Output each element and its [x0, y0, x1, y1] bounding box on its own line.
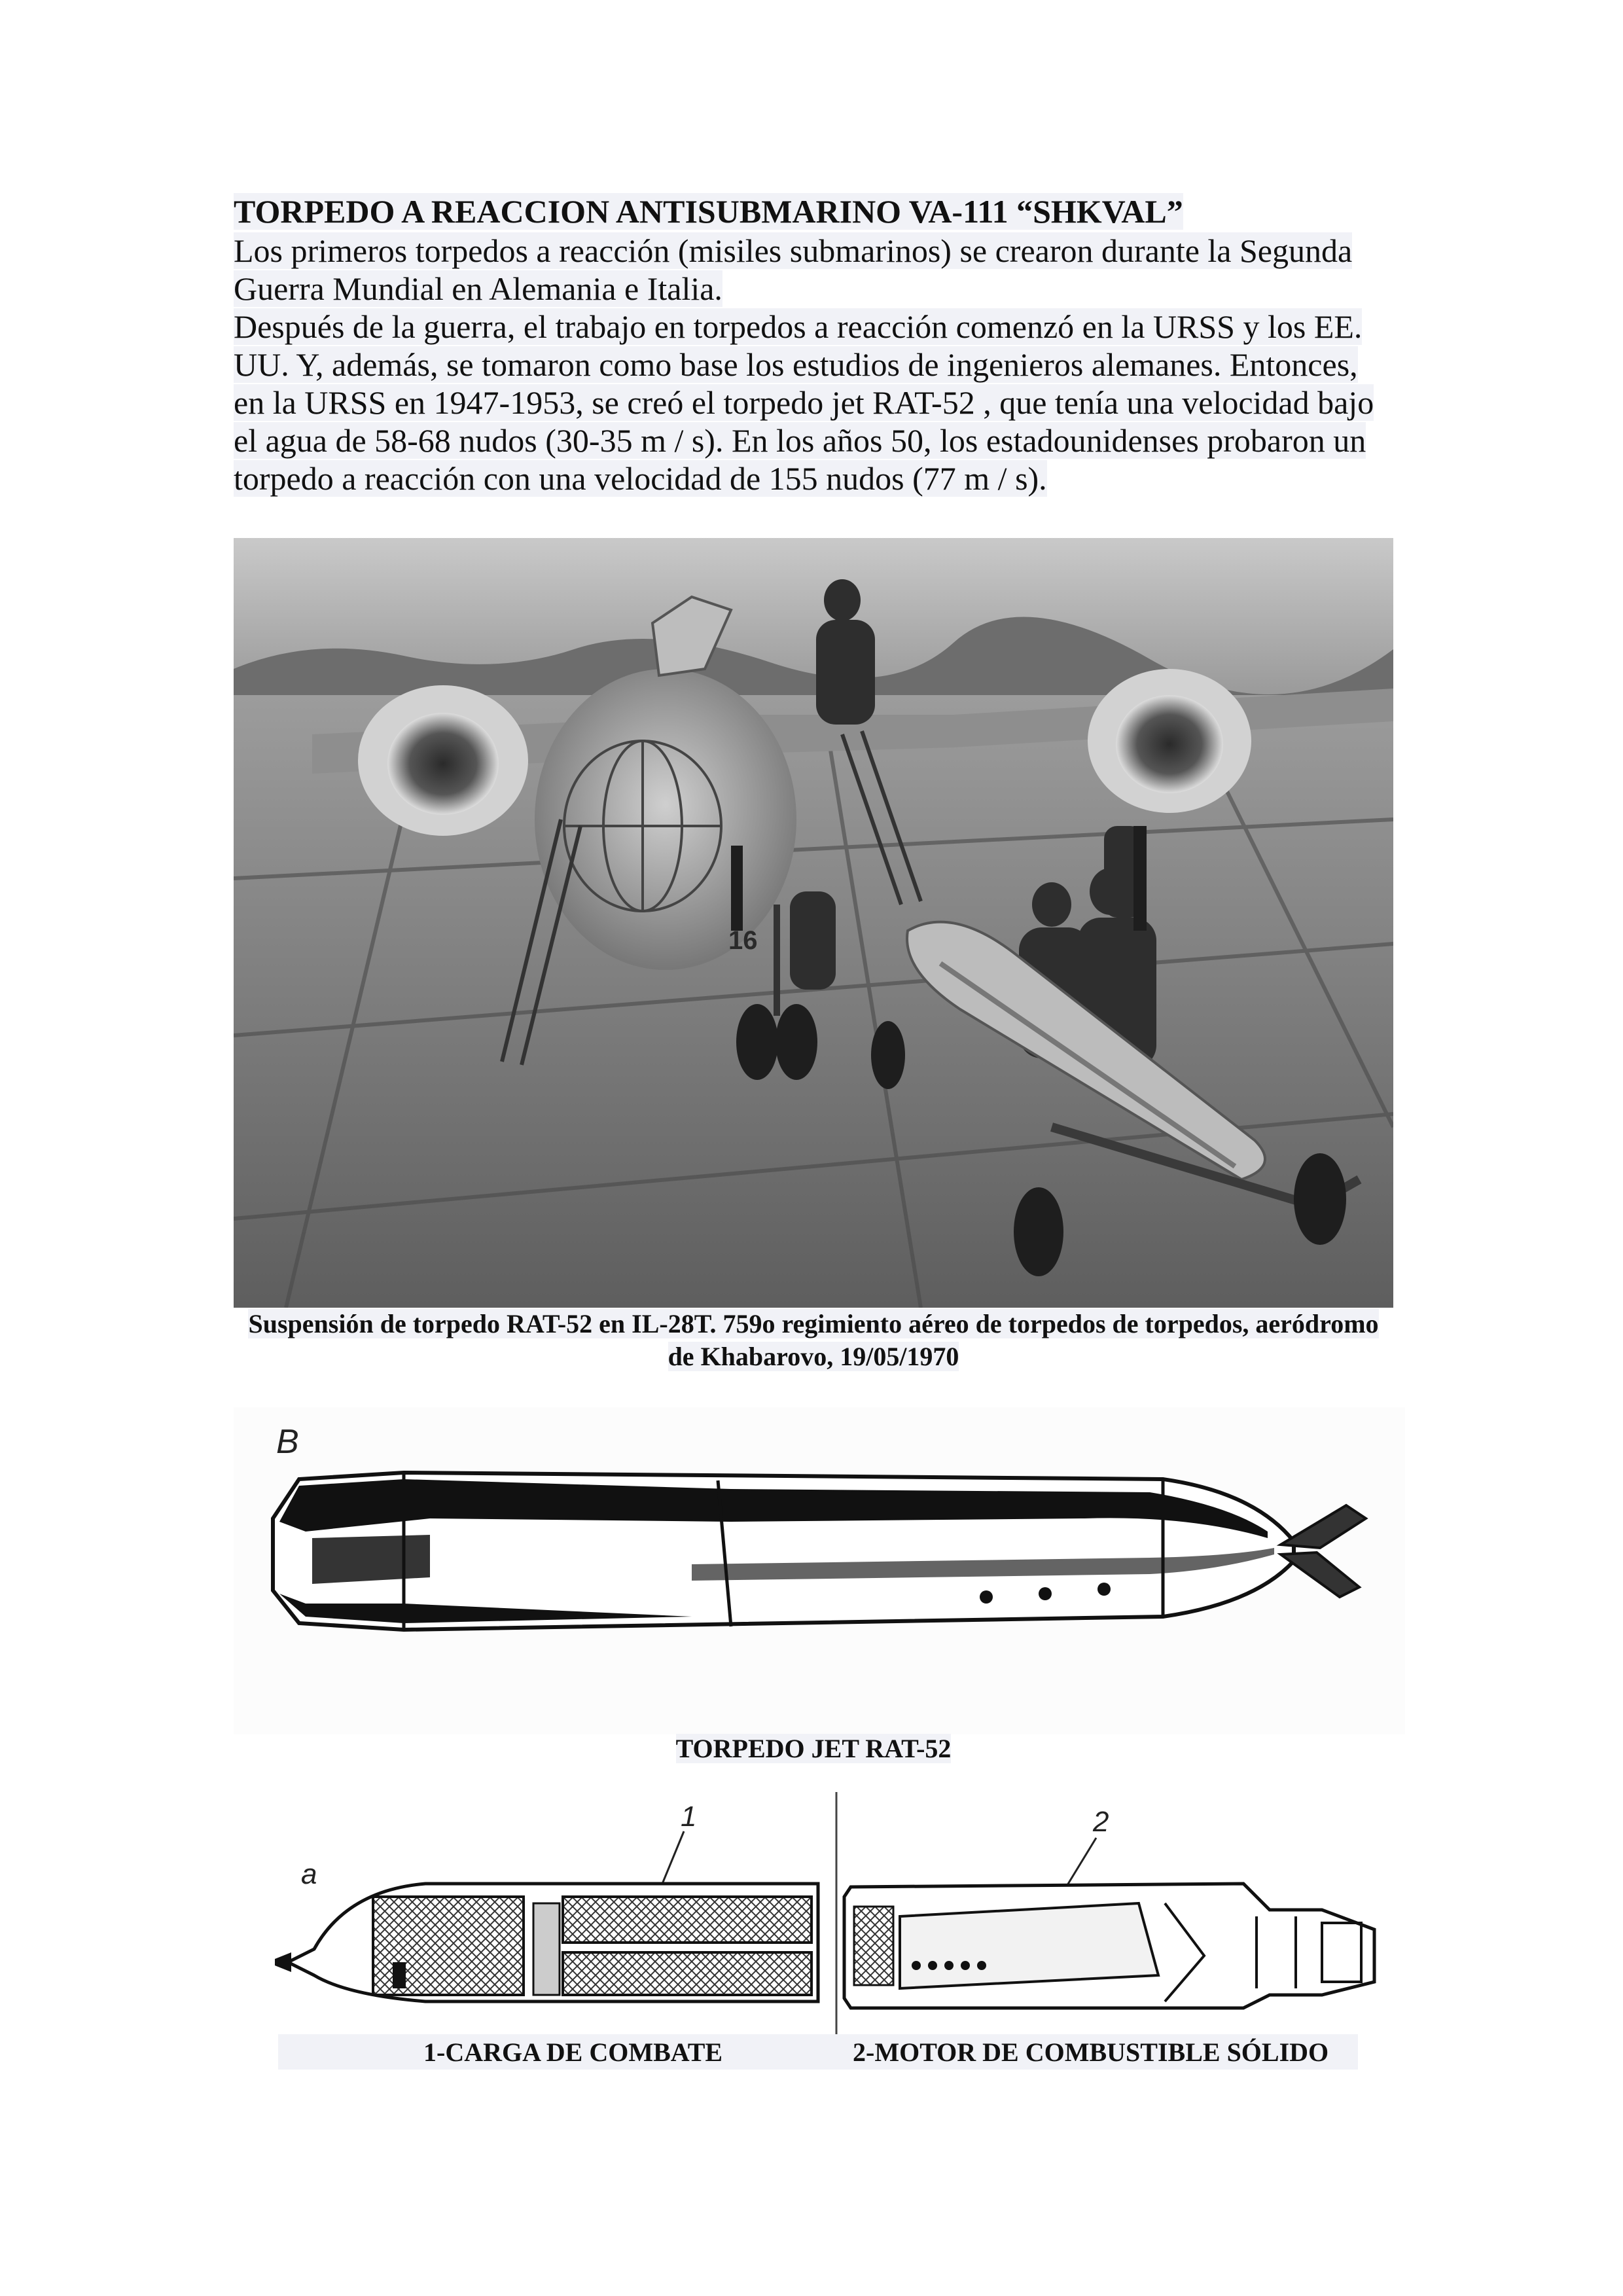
paragraph-2: Después de la guerra, el trabajo en torpedos a reacción comenzó en la URSS y los EE. UU. Y, además, se tomaron como base los estudios de ingenieros alemanes. Entonces, en la URSS en 1947-1953, se creó el torpedo jet RAT-52 , que tenía una velocidad bajo el agua de 58-68 nudos (30-35 m / s). En los años 50, los estadounidenses probaron un torpedo a reacción con una velocidad de 155 nudos (77 m / s). — [234, 308, 1374, 497]
photo-caption — [234, 1308, 1393, 1373]
article-body — [234, 232, 1385, 497]
article-title — [234, 191, 1385, 232]
aircraft-number: 16 — [728, 926, 758, 955]
diagram-a-label: a — [301, 1858, 317, 1890]
photo-caption-text: Suspensión de torpedo RAT-52 en IL-28T. 759o regimiento aéreo de torpedos de torpedos, aeródromo de Khabarovo, 19/05/1970 — [248, 1309, 1379, 1371]
callout-2: 2 — [1093, 1806, 1109, 1838]
legend-item-warhead: 1-CARGA DE COMBATE — [423, 2037, 723, 2067]
torpedo-cutaway-diagram — [275, 1792, 1400, 2041]
article-title-text: TORPEDO A REACCION ANTISUBMARINO VA-111 “SHKVAL” — [234, 193, 1183, 230]
diagram-b-label: B — [276, 1423, 299, 1461]
callout-1: 1 — [681, 1801, 697, 1833]
section-heading — [234, 1731, 1393, 1767]
torpedo-side-diagram — [234, 1407, 1405, 1734]
aircraft-photo — [234, 538, 1393, 1308]
section-heading-text: TORPEDO JET RAT-52 — [675, 1734, 952, 1763]
paragraph-1: Los primeros torpedos a reacción (misiles submarinos) se crearon durante la Segunda Guerra Mundial en Alemania e Italia. — [234, 232, 1353, 307]
legend-item-motor: 2-MOTOR DE COMBUSTIBLE SÓLIDO — [853, 2037, 1329, 2067]
diagram-legend — [278, 2034, 1358, 2070]
